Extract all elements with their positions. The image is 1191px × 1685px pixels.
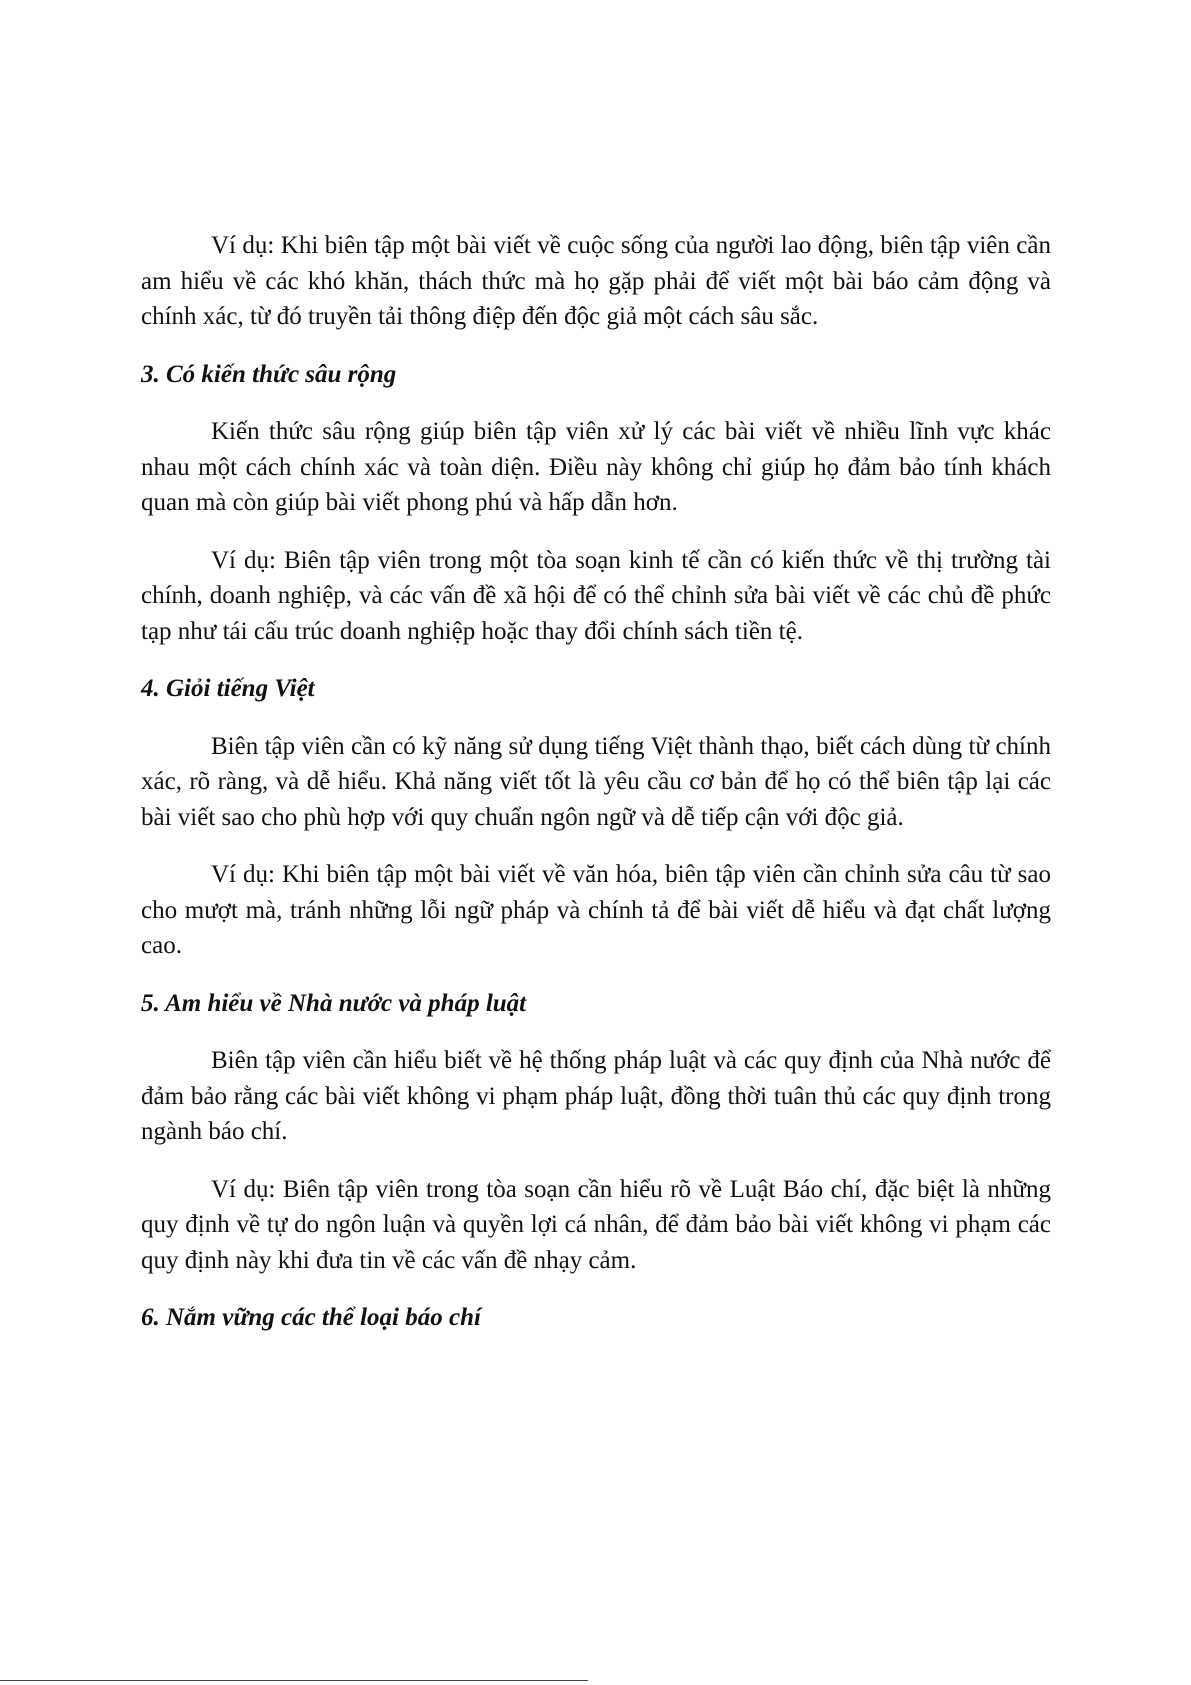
example-paragraph-economics: Ví dụ: Biên tập viên trong một tòa soạn kinh tế cần có kiến thức về thị trường tài chính, doanh nghiệp, và các vấn đề xã hội để có thể chỉnh sửa bài viết về các chủ đề phức tạp như tái cấu trúc doanh nghiệp hoặc thay đổi chính sách tiền tệ. bbox=[141, 546, 1051, 645]
example-paragraph-press-law: Ví dụ: Biên tập viên trong tòa soạn cần hiểu rõ về Luật Báo chí, đặc biệt là những quy định về tự do ngôn luận và quyền lợi cá nhân, để đảm bảo bài viết không vi phạm các quy định này khi đưa tin về các vấn đề nhạy cảm. bbox=[141, 1175, 1051, 1274]
section-heading-4: 4. Giỏi tiếng Việt bbox=[141, 675, 315, 702]
document-page bbox=[141, 228, 1051, 1358]
example-paragraph-culture: Ví dụ: Khi biên tập một bài viết về văn hóa, biên tập viên cần chỉnh sửa câu từ sao cho mượt mà, tránh những lỗi ngữ pháp và chính tả để bài viết dễ hiểu và đạt chất lượng cao. bbox=[141, 861, 1051, 959]
section-heading-3: 3. Có kiến thức sâu rộng bbox=[141, 360, 397, 388]
footer-divider bbox=[0, 1680, 588, 1681]
section-heading-5: 5. Am hiểu về Nhà nước và pháp luật bbox=[141, 989, 527, 1017]
section-heading-6: 6. Nắm vững các thể loại báo chí bbox=[141, 1304, 481, 1331]
paragraph-vietnamese-skills: Biên tập viên cần có kỹ năng sử dụng tiếng Việt thành thạo, biết cách dùng từ chính xác, rõ ràng, và dễ hiểu. Khả năng viết tốt là yêu cầu cơ bản để họ có thể biên tập lại các bài viết sao cho phù hợp với quy chuẩn ngôn ngữ và dễ tiếp cận với độc giả. bbox=[141, 732, 1051, 831]
example-paragraph-worker-life: Ví dụ: Khi biên tập một bài viết về cuộc sống của người lao động, biên tập viên cần am hiểu về các khó khăn, thách thức mà họ gặp phải để viết một bài báo cảm động và chính xác, từ đó truyền tải thông điệp đến độc giả một cách sâu sắc. bbox=[141, 232, 1051, 330]
paragraph-law-knowledge: Biên tập viên cần hiểu biết về hệ thống pháp luật và các quy định của Nhà nước để đảm bảo rằng các bài viết không vi phạm pháp luật, đồng thời tuân thủ các quy định trong ngành báo chí. bbox=[141, 1047, 1051, 1145]
paragraph-broad-knowledge: Kiến thức sâu rộng giúp biên tập viên xử lý các bài viết về nhiều lĩnh vực khác nhau một cách chính xác và toàn diện. Điều này không chỉ giúp họ đảm bảo tính khách quan mà còn giúp bài viết phong phú và hấp dẫn hơn. bbox=[141, 418, 1051, 516]
